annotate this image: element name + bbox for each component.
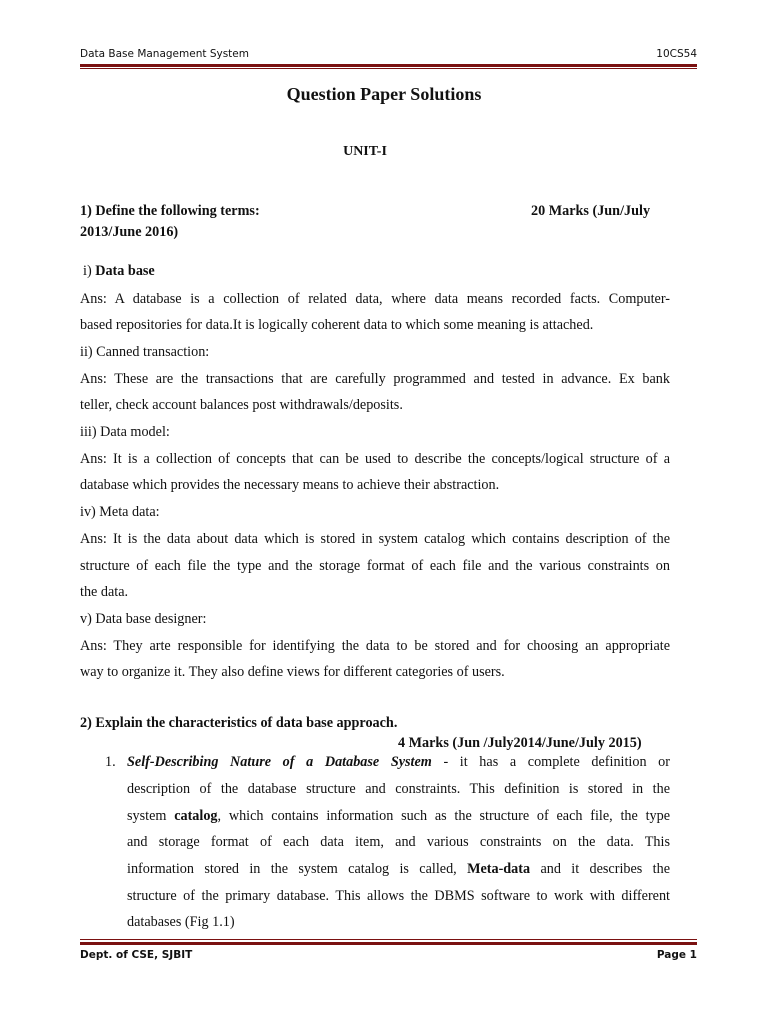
page-footer: [80, 949, 697, 961]
q1-item-4-label: iv) Meta data:: [80, 504, 160, 520]
q2-point-1-line: and storage format of each data item, and various constraints on the data. This: [127, 834, 670, 850]
footer-page-number: Page 1: [656, 949, 697, 961]
q1-item-2-answer-line: Ans: These are the transactions that are carefully programmed and tested in advance. Ex bank: [80, 371, 670, 387]
q1-item-1-answer-line: based repositories for data.It is logically coherent data to which some meaning is attached.: [80, 317, 594, 333]
q2-marks: 4 Marks (Jun /July2014/June/July 2015): [398, 735, 642, 751]
q2-point-1-line: system catalog, which contains information such as the structure of each file, the type: [127, 808, 670, 824]
q1-item-4-answer-line: the data.: [80, 584, 129, 600]
header-course-code: 10CS54: [656, 48, 697, 60]
q1-item-5-answer-line: Ans: They arte responsible for identifying the data to be stored and for choosing an appropriate: [80, 638, 670, 654]
q1-item-2-answer-line: teller, check account balances post withdrawals/deposits.: [80, 397, 403, 413]
q1-item-3-answer-line: Ans: It is a collection of concepts that can be used to describe the concepts/logical structure of a: [80, 451, 670, 467]
footer-rule: [80, 942, 697, 945]
q2-point-1-line: databases (Fig 1.1): [127, 914, 235, 930]
q1-item-3-answer-line: database which provides the necessary means to achieve their abstraction.: [80, 477, 500, 493]
q1-item-3-label: iii) Data model:: [80, 424, 170, 440]
q1-item-5-label: v) Data base designer:: [80, 611, 207, 627]
page-title: Question Paper Solutions: [286, 84, 482, 104]
footer-department: Dept. of CSE, SJBIT: [80, 949, 193, 961]
page-header: [80, 48, 697, 60]
q1-item-4-answer-line: Ans: It is the data about data which is stored in system catalog which contains description of the: [80, 531, 670, 547]
q2-point-1-line: information stored in the system catalog is called, Meta-data and it describes the: [127, 861, 670, 877]
q2-point-1-line: structure of the primary database. This allows the DBMS software to work with different: [127, 888, 670, 904]
header-rule: [80, 64, 697, 67]
q2-point-1-line: description of the database structure and constraints. This definition is stored in the: [127, 781, 670, 797]
q2-question: 2) Explain the characteristics of data base approach.: [80, 715, 398, 731]
q1-item-5-answer-line: way to organize it. They also define views for different categories of users.: [80, 664, 505, 680]
q1-item-2-label: ii) Canned transaction:: [80, 344, 210, 360]
q1-item-1-label: i) Data base: [83, 263, 155, 279]
q2-point-1-number: 1.: [105, 754, 116, 770]
unit-heading: UNIT-I: [343, 144, 387, 159]
q1-question: 1) Define the following terms:: [80, 203, 260, 219]
q2-point-1-line: Self-Describing Nature of a Database System - it has a complete definition or: [127, 754, 670, 770]
q1-marks: 20 Marks (Jun/July: [531, 203, 651, 219]
q1-item-1-answer-line: Ans: A database is a collection of related data, where data means recorded facts. Computer-: [80, 291, 670, 307]
q1-marks-cont: 2013/June 2016): [80, 224, 179, 240]
header-course-title: Data Base Management System: [80, 48, 249, 60]
q1-item-4-answer-line: structure of each file the type and the storage format of each file and the various constraints on: [80, 558, 670, 574]
